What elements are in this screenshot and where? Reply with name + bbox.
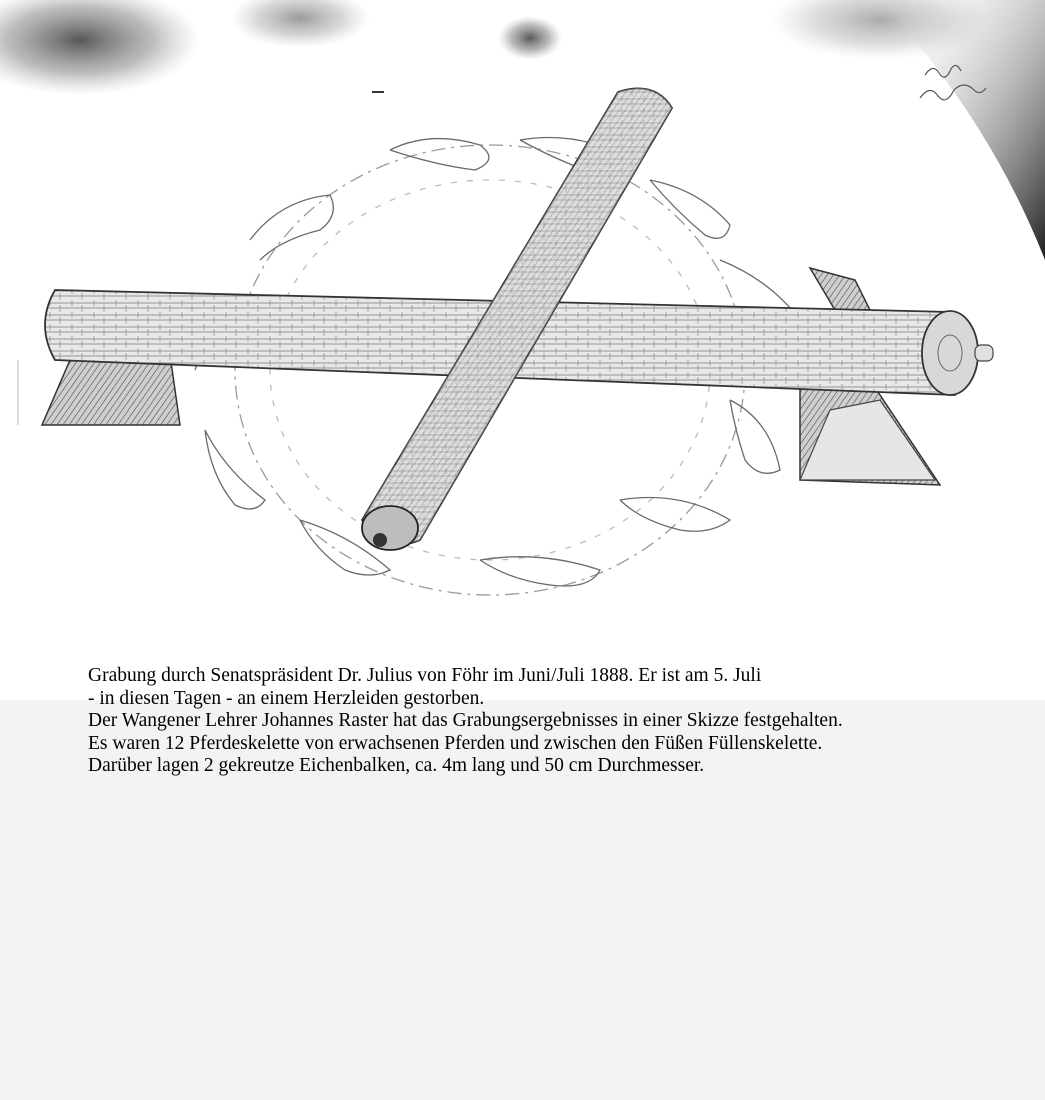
- paper-stains: [0, 0, 1045, 260]
- caption-line: Es waren 12 Pferdeskelette von erwachsenen Pferden und zwischen den Füßen Füllenskelette.: [88, 732, 823, 754]
- caption-line: Darüber lagen 2 gekreutze Eichenbalken, ca. 4m lang und 50 cm Durchmesser.: [88, 755, 705, 776]
- caption-line: Grabung durch Senatspräsident Dr. Julius von Föhr im Juni/Juli 1888. Er ist am 5. Juli: [88, 665, 762, 686]
- left-wooden-support: [42, 355, 180, 425]
- caption-text-block: [88, 665, 1028, 778]
- caption-line: - in diesen Tagen - an einem Herzleiden gestorben.: [88, 687, 485, 709]
- caption-line: Der Wangener Lehrer Johannes Raster hat das Grabungsergebnisses in einer Skizze festgehalten.: [88, 710, 843, 731]
